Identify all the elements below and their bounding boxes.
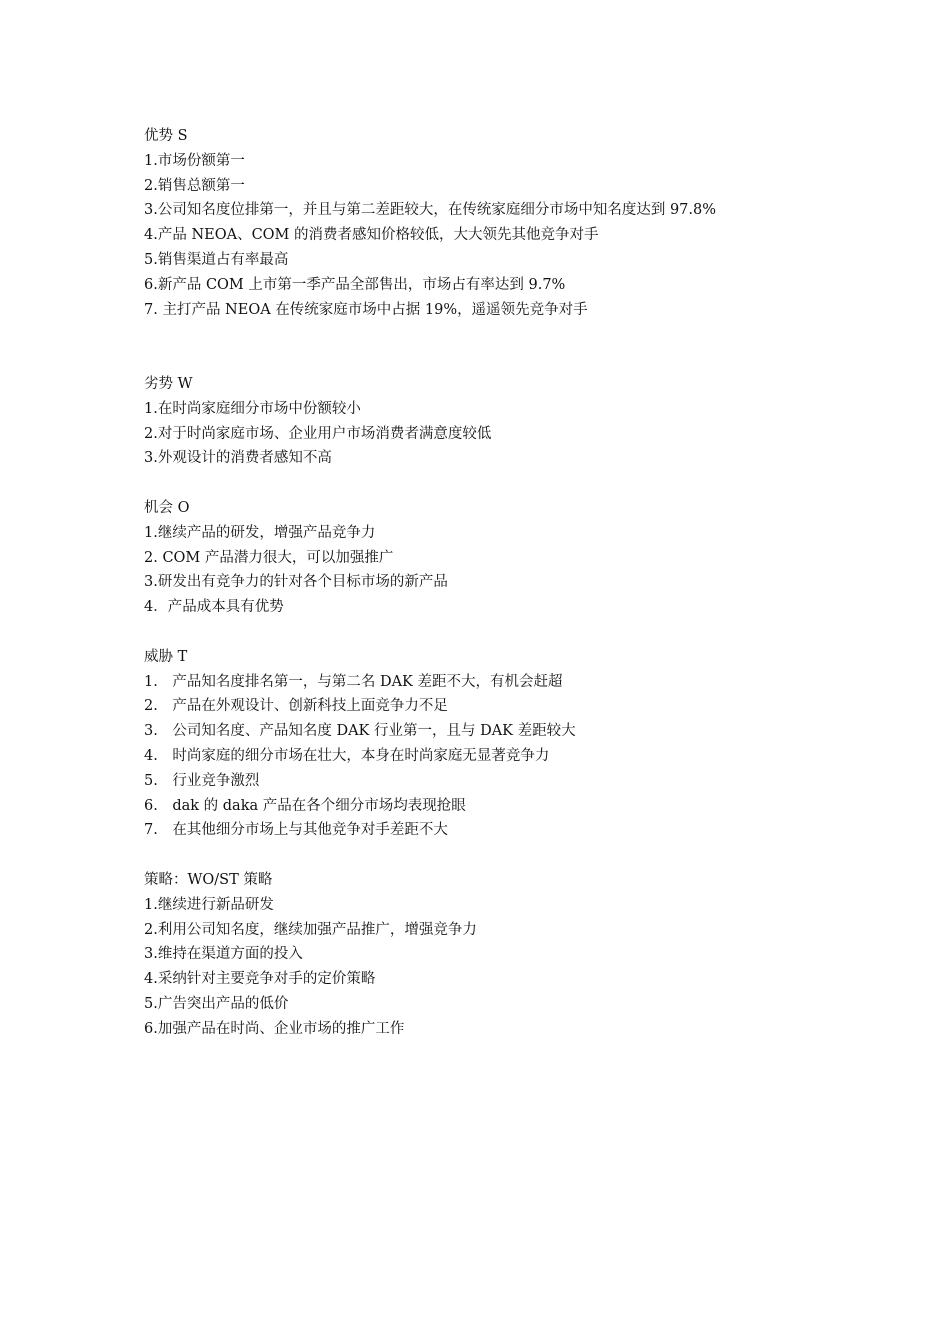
section-title: 劣势 W [144,375,193,392]
section-title: 优势 S [144,128,188,144]
document-body [144,124,844,1041]
list-item: 1.继续产品的研发，增强产品竞争力 [144,524,376,541]
list-item: 1.继续进行新品研发 [144,896,274,913]
section-title: 威胁 T [144,648,188,665]
list-item: 6. dak 的 daka 产品在各个细分市场均表现抢眼 [144,797,466,814]
list-item: 5.销售渠道占有率最高 [144,251,289,268]
list-item: 4.采纳针对主要竞争对手的定价策略 [144,971,376,988]
list-item: 3. 公司知名度、产品知名度 DAK 行业第一，且与 DAK 差距较大 [144,723,576,740]
section-strengths [144,124,844,322]
section-opportunities [144,496,844,620]
list-item: 1.在时尚家庭细分市场中份额较小 [144,400,361,417]
list-item: 2.对于时尚家庭市场、企业用户市场消费者满意度较低 [144,425,492,442]
list-item: 7. 主打产品 NEOA 在传统家庭市场中占据 19%，遥遥领先竞争对手 [144,301,588,318]
section-gap [144,471,844,496]
list-item: 7. 在其他细分市场上与其他竞争对手差距不大 [144,822,448,839]
section-strategy [144,868,844,1042]
list-item: 1. 产品知名度排名第一，与第二名 DAK 差距不大，有机会赶超 [144,673,563,690]
section-threats [144,645,844,843]
list-item: 5.广告突出产品的低价 [144,995,289,1012]
list-item: 2.销售总额第一 [144,177,245,194]
section-title: 策略：WO/ST 策略 [144,871,273,888]
list-item: 4.产品 NEOA、COM 的消费者感知价格较低，大大领先其他竞争对手 [144,227,599,244]
list-item: 5. 行业竞争激烈 [144,772,260,789]
section-gap [144,620,844,645]
list-item: 3.公司知名度位排第一，并且与第二差距较大，在传统家庭细分市场中知名度达到 97.8% [144,202,717,219]
section-gap [144,843,844,868]
list-item: 2. 产品在外观设计、创新科技上面竞争力不足 [144,698,448,715]
list-item: 6.新产品 COM 上市第一季产品全部售出，市场占有率达到 9.7% [144,276,566,293]
list-item: 3.外观设计的消费者感知不高 [144,450,332,467]
list-item: 4. 时尚家庭的细分市场在壮大，本身在时尚家庭无显著竞争力 [144,747,550,764]
section-weaknesses [144,372,844,471]
list-item: 4．产品成本具有优势 [144,599,284,616]
list-item: 2. COM 产品潜力很大，可以加强推广 [144,549,394,566]
list-item: 6.加强产品在时尚、企业市场的推广工作 [144,1020,405,1037]
list-item: 3.维持在渠道方面的投入 [144,946,303,963]
list-item: 1.市场份额第一 [144,152,245,169]
section-gap [144,322,844,372]
section-title: 机会 O [144,499,190,516]
list-item: 2.利用公司知名度，继续加强产品推广，增强竞争力 [144,921,477,938]
list-item: 3.研发出有竞争力的针对各个目标市场的新产品 [144,574,448,591]
